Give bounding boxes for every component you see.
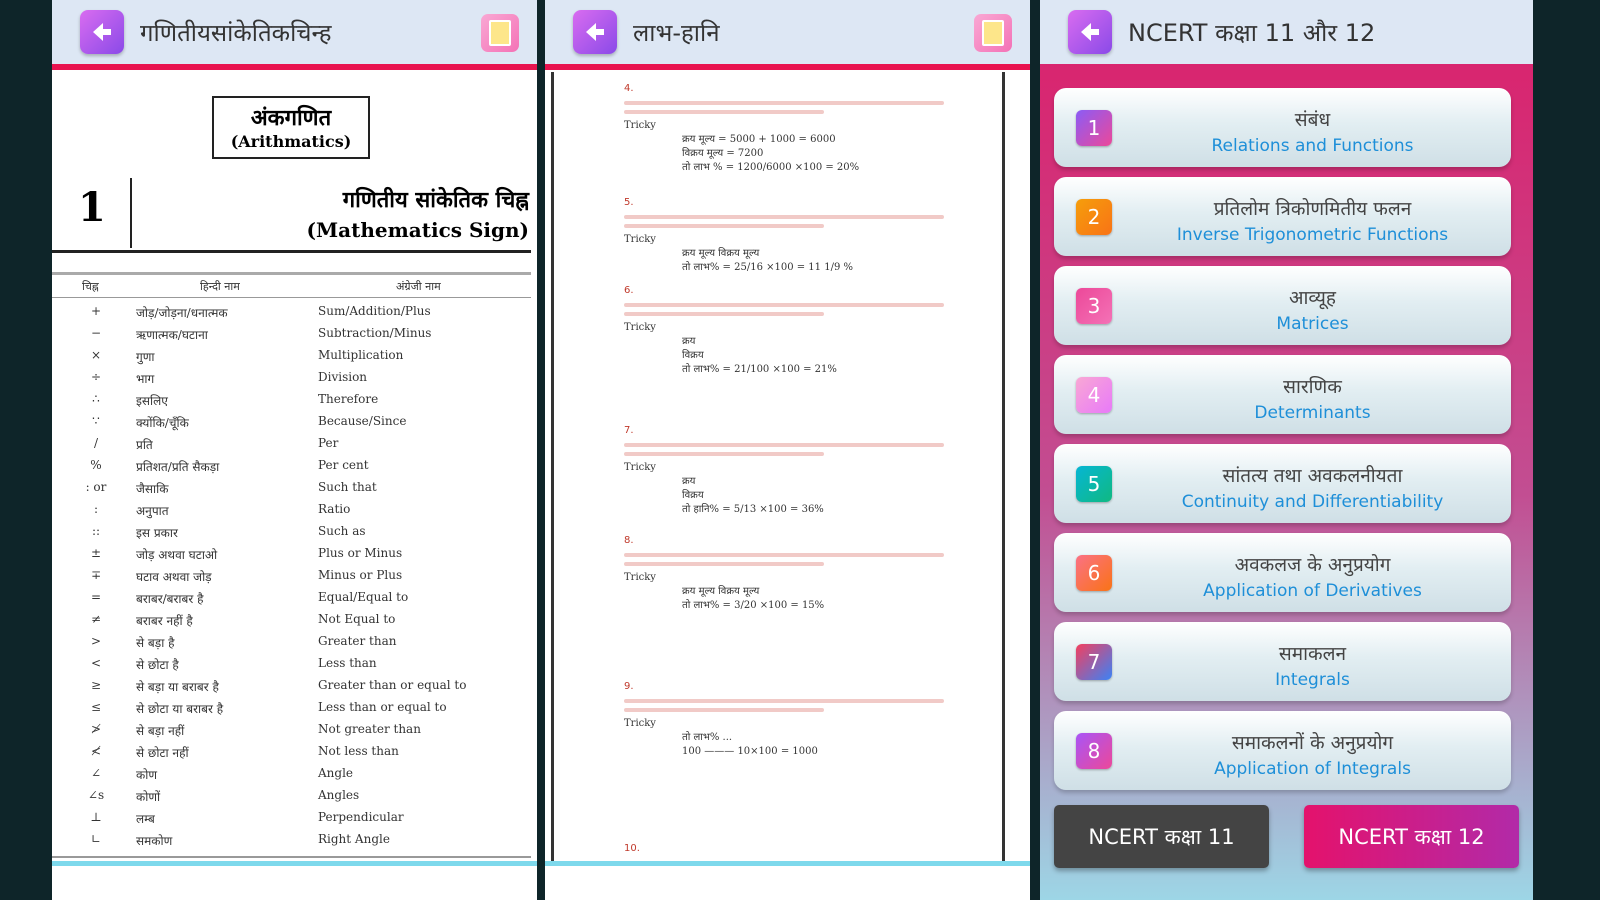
- tricky-label: Tricky: [624, 234, 656, 245]
- table-header: [52, 272, 531, 298]
- profit-loss-screen: [545, 0, 1030, 900]
- table-row: [52, 542, 531, 564]
- bottom-strip: [545, 861, 1030, 900]
- problem-text: [624, 443, 964, 456]
- problem-number: 6.: [624, 285, 634, 296]
- chapter-number-badge: 4: [1076, 377, 1112, 413]
- problem-number: 4.: [624, 83, 634, 94]
- english-name-cell: Not greater than: [318, 722, 421, 736]
- chapter-title-english: Relations and Functions: [1211, 136, 1414, 156]
- solution-line: क्रय: [682, 336, 696, 347]
- text-line: [624, 443, 944, 447]
- problem-block: [624, 196, 964, 275]
- symbol-cell: :: [93, 502, 99, 516]
- problem-block: [624, 82, 964, 175]
- english-name-cell: Such as: [318, 524, 366, 538]
- symbol-cell: ∵: [92, 414, 100, 428]
- symbol-cell: : or: [85, 480, 107, 494]
- app-bar: [1040, 0, 1533, 64]
- hindi-name-cell: जोड़ अथवा घटाओ: [136, 548, 218, 562]
- symbol-cell: ≯: [90, 722, 102, 736]
- hindi-name-cell: से बड़ा या बराबर है: [136, 680, 219, 694]
- english-name-cell: Subtraction/Minus: [318, 326, 432, 340]
- table-row: [52, 608, 531, 630]
- table-row: [52, 762, 531, 784]
- chapter-number-badge: 7: [1076, 644, 1112, 680]
- symbol-cell: ∓: [90, 568, 102, 582]
- symbol-cell: ∴: [92, 392, 100, 406]
- table-row: [52, 344, 531, 366]
- chapter-number-badge: 6: [1076, 555, 1112, 591]
- hindi-name-cell: से बड़ा है: [136, 636, 175, 650]
- chapter-title-english: Matrices: [1276, 314, 1349, 334]
- problem-block: [624, 284, 964, 377]
- table-row: [52, 476, 531, 498]
- english-name-cell: Greater than: [318, 634, 397, 648]
- chapter-title-hindi: सांतत्य तथा अवकलनीयता: [1222, 465, 1403, 487]
- hindi-name-cell: से छोटा या बराबर है: [136, 702, 224, 716]
- table-row: [52, 388, 531, 410]
- solution-line: तो लाभ % = 1200/6000 ×100 = 20%: [682, 162, 860, 173]
- chapter-title: [307, 184, 529, 242]
- hindi-name-cell: प्रतिशत/प्रति सैकड़ा: [136, 460, 220, 474]
- table-row: [52, 564, 531, 586]
- symbol-cell: ×: [90, 348, 102, 362]
- chapter-title-hindi: अवकलज के अनुप्रयोग: [1234, 554, 1391, 576]
- chapter-number: 1: [78, 184, 106, 231]
- chapter-title-english: (Mathematics Sign): [306, 218, 529, 242]
- text-line: [624, 708, 824, 712]
- back-button[interactable]: [573, 10, 617, 54]
- tricky-label: Tricky: [624, 462, 656, 473]
- ncert-screen: [1040, 0, 1533, 900]
- symbol-cell: ∠s: [87, 788, 105, 802]
- chapter-card[interactable]: [1054, 622, 1511, 701]
- page-title: लाभ-हानि: [633, 18, 720, 47]
- solution-line: तो लाभ% = 3/20 ×100 = 15%: [682, 600, 825, 611]
- table-row: [52, 718, 531, 740]
- solution-line: क्रय मूल्य = 5000 + 1000 = 6000: [682, 134, 836, 145]
- problem-number: 10.: [624, 843, 640, 854]
- symbol-cell: ≤: [90, 700, 102, 714]
- english-name-cell: Perpendicular: [318, 810, 404, 824]
- table-row: [52, 432, 531, 454]
- chapter-title-hindi: सारणिक: [1283, 376, 1342, 398]
- text-line: [624, 101, 944, 105]
- english-name-cell: Per cent: [318, 458, 369, 472]
- english-name-cell: Multiplication: [318, 348, 404, 362]
- column-header: अंग्रेजी नाम: [396, 280, 441, 293]
- divider: [52, 250, 531, 253]
- chapter-number-badge: 1: [1076, 110, 1112, 146]
- back-arrow-icon: [582, 19, 608, 45]
- document-button[interactable]: [481, 14, 519, 52]
- hindi-name-cell: ऋणात्मक/घटाना: [136, 328, 208, 342]
- chapter-title-english: Application of Integrals: [1214, 759, 1411, 779]
- symbol-cell: +: [90, 304, 102, 318]
- section-title-hindi: अंकगणित: [250, 105, 332, 131]
- table-row: [52, 806, 531, 828]
- table-row: [52, 586, 531, 608]
- table-row: [52, 454, 531, 476]
- hindi-name-cell: बराबर नहीं है: [136, 614, 193, 628]
- tricky-label: Tricky: [624, 120, 656, 131]
- symbol-cell: /: [93, 436, 99, 450]
- problem-text: [624, 303, 964, 316]
- symbol-cell: ≮: [90, 744, 102, 758]
- english-name-cell: Minus or Plus: [318, 568, 403, 582]
- solution-line: क्रय मूल्य विक्रय मूल्य: [682, 248, 760, 259]
- chapter-title-english: Application of Derivatives: [1203, 581, 1422, 601]
- chapter-title-hindi: आव्यूह: [1288, 287, 1337, 309]
- chapter-card[interactable]: [1054, 177, 1511, 256]
- solution-line: तो लाभ% = 25/16 ×100 = 11 1/9 %: [682, 262, 853, 273]
- solution-line: विक्रय मूल्य = 7200: [682, 148, 764, 159]
- hindi-name-cell: लम्ब: [136, 812, 155, 826]
- back-arrow-icon: [89, 19, 115, 45]
- hindi-name-cell: जोड़/जोड़ना/धनात्मक: [136, 306, 228, 320]
- text-line: [624, 699, 944, 703]
- symbol-cell: ≠: [90, 612, 102, 626]
- bottom-strip: [52, 861, 537, 900]
- chapter-title-english: Determinants: [1254, 403, 1371, 423]
- document-icon: [489, 20, 511, 46]
- document-icon: [982, 20, 1004, 46]
- hindi-name-cell: गुणा: [136, 350, 155, 364]
- hindi-name-cell: बराबर/बराबर है: [136, 592, 204, 606]
- table-row: [52, 322, 531, 344]
- english-name-cell: Ratio: [318, 502, 351, 516]
- hindi-name-cell: से छोटा है: [136, 658, 179, 672]
- symbol-cell: ::: [91, 524, 101, 538]
- problem-block: [624, 680, 964, 759]
- problem-text: [624, 699, 964, 712]
- symbol-cell: ⊥: [90, 810, 102, 824]
- text-line: [624, 224, 824, 228]
- english-name-cell: Division: [318, 370, 368, 384]
- page-title: गणितीयसांकेतिकचिन्ह: [140, 18, 332, 47]
- page-title: NCERT कक्षा 11 और 12: [1128, 18, 1376, 47]
- symbol-table: [52, 300, 531, 850]
- back-button[interactable]: [80, 10, 124, 54]
- english-name-cell: Greater than or equal to: [318, 678, 467, 692]
- chapter-title-hindi: गणितीय सांकेतिक चिह्न: [342, 187, 529, 213]
- english-name-cell: Not less than: [318, 744, 399, 758]
- symbol-cell: −: [90, 326, 102, 340]
- chapter-number-badge: 3: [1076, 288, 1112, 324]
- symbol-cell: <: [90, 656, 102, 670]
- chapter-card[interactable]: [1054, 444, 1511, 523]
- table-row: [52, 740, 531, 762]
- hindi-name-cell: भाग: [136, 372, 155, 386]
- solution-line: क्रय: [682, 476, 696, 487]
- text-line: [624, 562, 824, 566]
- chapter-card[interactable]: [1054, 266, 1511, 345]
- english-name-cell: Not Equal to: [318, 612, 396, 626]
- table-row: [52, 674, 531, 696]
- problem-number: 9.: [624, 681, 634, 692]
- symbol-cell: ∟: [90, 832, 102, 846]
- problem-number: 8.: [624, 535, 634, 546]
- chapter-card[interactable]: [1054, 711, 1511, 790]
- hindi-name-cell: से बड़ा नहीं: [136, 724, 185, 738]
- problem-text: [624, 101, 964, 114]
- chapter-number-badge: 8: [1076, 733, 1112, 769]
- hindi-name-cell: कोण: [136, 768, 158, 782]
- chapter-title-hindi: प्रतिलोम त्रिकोणमितीय फलन: [1213, 198, 1412, 220]
- hindi-name-cell: इसलिए: [136, 394, 168, 408]
- chapter-title-hindi: संबंध: [1294, 109, 1331, 131]
- hindi-name-cell: इस प्रकार: [136, 526, 178, 540]
- symbol-cell: ÷: [90, 370, 102, 384]
- text-line: [624, 312, 824, 316]
- section-title-english: (Arithmatics): [230, 132, 352, 151]
- symbol-cell: %: [90, 458, 102, 472]
- problem-text: [624, 553, 964, 566]
- tricky-label: Tricky: [624, 322, 656, 333]
- symbols-screen: [52, 0, 537, 900]
- hindi-name-cell: प्रति: [136, 438, 153, 452]
- solution-line: तो लाभ% ...: [682, 732, 733, 743]
- solution-line: तो लाभ% = 21/100 ×100 = 21%: [682, 364, 837, 375]
- app-bar: [52, 0, 537, 70]
- table-row: [52, 784, 531, 806]
- column-header: हिन्दी नाम: [200, 280, 240, 293]
- symbol-cell: ∠: [90, 766, 102, 780]
- text-line: [624, 452, 824, 456]
- divider: [52, 856, 531, 858]
- chapter-number-badge: 5: [1076, 466, 1112, 502]
- tricky-label: Tricky: [624, 572, 656, 583]
- table-row: [52, 520, 531, 542]
- table-row: [52, 652, 531, 674]
- hindi-name-cell: से छोटा नहीं: [136, 746, 189, 760]
- chapter-title-hindi: समाकलन: [1278, 643, 1347, 665]
- chapter-title-hindi: समाकलनों के अनुप्रयोग: [1231, 732, 1394, 754]
- table-row: [52, 366, 531, 388]
- hindi-name-cell: जैसाकि: [136, 482, 169, 496]
- table-row: [52, 828, 531, 850]
- document-button[interactable]: [974, 14, 1012, 52]
- solution-line: विक्रय: [682, 490, 704, 501]
- problem-text: [624, 215, 964, 228]
- solution-line: तो हानि% = 5/13 ×100 = 36%: [682, 504, 824, 515]
- english-name-cell: Less than: [318, 656, 377, 670]
- back-arrow-icon: [1077, 19, 1103, 45]
- english-name-cell: Plus or Minus: [318, 546, 403, 560]
- solution-line: क्रय मूल्य विक्रय मूल्य: [682, 586, 760, 597]
- hindi-name-cell: घटाव अथवा जोड़: [136, 570, 212, 584]
- table-row: [52, 498, 531, 520]
- chapter-title-english: Integrals: [1275, 670, 1350, 690]
- chapter-number-badge: 2: [1076, 199, 1112, 235]
- hindi-name-cell: अनुपात: [136, 504, 169, 518]
- english-name-cell: Because/Since: [318, 414, 407, 428]
- table-row: [52, 696, 531, 718]
- english-name-cell: Right Angle: [318, 832, 390, 846]
- english-name-cell: Sum/Addition/Plus: [318, 304, 431, 318]
- text-line: [624, 215, 944, 219]
- tricky-label: Tricky: [624, 718, 656, 729]
- symbol-cell: =: [90, 590, 102, 604]
- table-row: [52, 410, 531, 432]
- problem-number: 5.: [624, 197, 634, 208]
- solution-line: 100 ——— 10×100 = 1000: [682, 746, 818, 757]
- chapter-card[interactable]: [1054, 533, 1511, 612]
- hindi-name-cell: समकोण: [136, 834, 173, 848]
- symbol-cell: >: [90, 634, 102, 648]
- english-name-cell: Equal/Equal to: [318, 590, 409, 604]
- english-name-cell: Therefore: [318, 392, 379, 406]
- app-bar: [545, 0, 1030, 70]
- chapter-list: [1054, 88, 1511, 800]
- column-header: चिह्न: [82, 280, 99, 293]
- divider: [130, 178, 132, 248]
- text-line: [624, 553, 944, 557]
- back-button[interactable]: [1068, 10, 1112, 54]
- solution-line: विक्रय: [682, 350, 704, 361]
- section-box: [212, 96, 370, 159]
- english-name-cell: Such that: [318, 480, 377, 494]
- chapter-title-english: Continuity and Differentiability: [1181, 492, 1444, 512]
- chapter-card[interactable]: [1054, 355, 1511, 434]
- text-line: [624, 110, 824, 114]
- problem-block: [624, 424, 964, 517]
- english-name-cell: Angles: [318, 788, 360, 802]
- hindi-name-cell: क्योंकि/चूँकि: [136, 416, 189, 430]
- text-line: [624, 303, 944, 307]
- symbol-cell: ≥: [90, 678, 102, 692]
- document-page[interactable]: [551, 72, 1005, 880]
- table-row: [52, 300, 531, 322]
- chapter-card[interactable]: [1054, 88, 1511, 167]
- class-11-button[interactable]: NCERT कक्षा 11: [1054, 805, 1269, 868]
- table-row: [52, 630, 531, 652]
- english-name-cell: Per: [318, 436, 339, 450]
- chapter-title-english: Inverse Trigonometric Functions: [1176, 225, 1449, 245]
- hindi-name-cell: कोणों: [136, 790, 161, 804]
- class-buttons: [1054, 805, 1519, 868]
- problem-number: 7.: [624, 425, 634, 436]
- problem-block: [624, 534, 964, 613]
- english-name-cell: Angle: [318, 766, 354, 780]
- symbol-cell: ±: [90, 546, 102, 560]
- english-name-cell: Less than or equal to: [318, 700, 447, 714]
- class-12-button[interactable]: NCERT कक्षा 12: [1304, 805, 1519, 868]
